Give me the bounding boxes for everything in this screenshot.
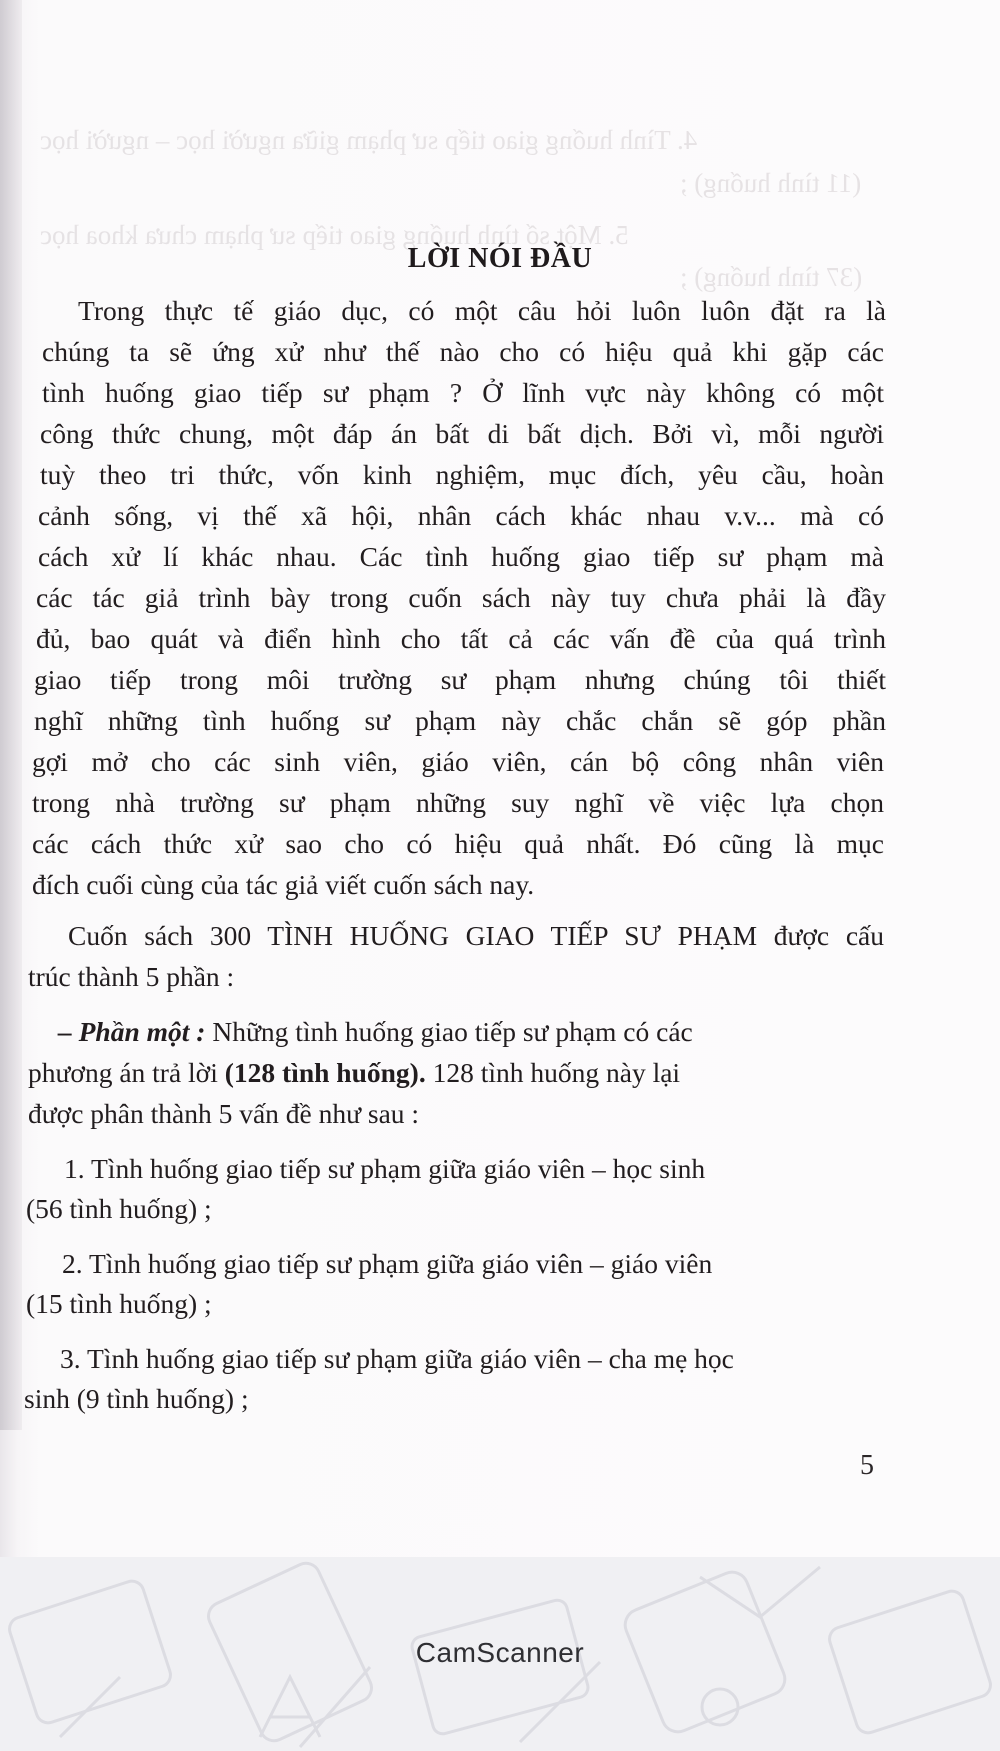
paragraph-line: các tác giả trình bày trong cuốn sách này tuy chưa phải là đầy — [36, 582, 886, 613]
scanner-brand-label: CamScanner — [415, 1637, 585, 1668]
show-through-text: 5. Một số tình huống giao tiếp sư phạm chưa khoa học — [40, 220, 629, 250]
paragraph-line: trúc thành 5 phần : — [28, 961, 235, 992]
list-item-line: 2. Tình huống giao tiếp sư phạm giữa giáo viên – giáo viên — [62, 1248, 713, 1279]
show-through-text: 4. Tình huống giao tiếp sư phạm giữa người học – người học — [40, 125, 698, 155]
part-one-line — [28, 1057, 680, 1089]
list-item-line: 1. Tình huống giao tiếp sư phạm giữa giáo viên – học sinh — [64, 1153, 706, 1184]
paragraph-line: đích cuối cùng của tác giả viết cuốn sách nay. — [32, 869, 535, 900]
paragraph-line: các cách thức xử sao cho có hiệu quả nhất. Đó cũng là mục — [32, 828, 884, 859]
part-one-line: được phân thành 5 vấn đề như sau : — [28, 1098, 420, 1129]
paragraph-line: giao tiếp trong môi trường sư phạm nhưng chúng tôi thiết — [34, 664, 886, 695]
page-number: 5 — [860, 1450, 874, 1481]
paragraph-line: Cuốn sách 300 TÌNH HUỐNG GIAO TIẾP SƯ PHẠM được cấu — [68, 920, 884, 951]
paragraph-line: gợi mở cho các sinh viên, giáo viên, cán bộ công nhân viên — [32, 746, 884, 777]
paragraph-line: Trong thực tế giáo dục, có một câu hỏi luôn luôn đặt ra là — [78, 295, 886, 326]
part-one-label: – Phần một : — [58, 1016, 206, 1047]
paragraph-line: nghĩ những tình huống sư phạm này chắc chắn sẽ góp phần — [34, 705, 886, 736]
paragraph-line: đủ, bao quát và điển hình cho tất cả các vấn đề của quá trình — [36, 623, 886, 654]
list-item-line: 3. Tình huống giao tiếp sư phạm giữa giáo viên – cha mẹ học — [60, 1343, 734, 1374]
paragraph-line: cách xử lí khác nhau. Các tình huống giao tiếp sư phạm mà — [38, 541, 884, 572]
part-one-text: 128 tình huống này lại — [425, 1057, 681, 1088]
list-item-line: (56 tình huống) ; — [26, 1193, 212, 1224]
show-through-text: (11 tình huống) ; — [680, 168, 862, 198]
part-one-line — [58, 1016, 884, 1048]
part-one-text: Những tình huống giao tiếp sư phạm có các — [205, 1016, 693, 1047]
paragraph-line: công thức chung, một đáp án bất di bất dịch. Bởi vì, mỗi người — [40, 418, 884, 449]
show-through-text: (37 tình huống) ; — [680, 262, 863, 292]
paragraph-line: tình huống giao tiếp sư phạm ? Ở lĩnh vực này không có một — [42, 377, 884, 408]
part-one-text: phương án trả lời — [28, 1057, 225, 1088]
page-binding-edge — [0, 0, 22, 1430]
paragraph-line: chúng ta sẽ ứng xử như thế nào cho có hiệu quả khi gặp các — [42, 336, 884, 367]
part-one-count: (128 tình huống). — [224, 1057, 426, 1088]
page-title: LỜI NÓI ĐẦU — [407, 243, 593, 274]
paragraph-line: trong nhà trường sư phạm những suy nghĩ về việc lựa chọn — [32, 787, 884, 818]
paragraph-line: cảnh sống, vị thế xã hội, nhân cách khác nhau v.v... mà có — [38, 500, 884, 531]
list-item-line: sinh (9 tình huống) ; — [24, 1383, 249, 1414]
paragraph-line: tuỳ theo tri thức, vốn kinh nghiệm, mục đích, yêu cầu, hoàn — [40, 459, 884, 490]
list-item-line: (15 tình huống) ; — [26, 1288, 212, 1319]
